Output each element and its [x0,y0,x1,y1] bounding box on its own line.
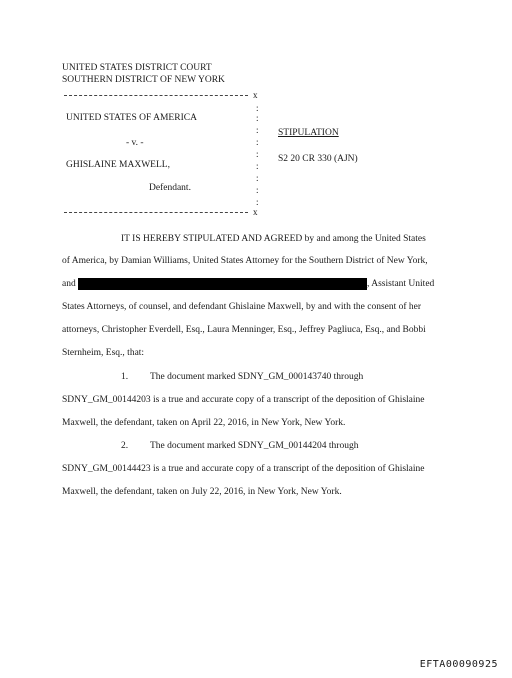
versus-label: - v. - [126,138,144,148]
caption-colon: : [256,161,259,171]
case-number: S2 20 CR 330 (AJN) [278,154,358,164]
caption-colon: : [256,137,259,147]
item-line: The document marked SDNY_GM_00144204 through [150,441,359,451]
item-line: The document marked SDNY_GM_000143740 through [150,372,364,382]
body-line: of America, by Damian Williams, United States Attorney for the Southern District of New York, [62,256,428,266]
caption-colon: : [256,197,259,207]
defendant-label: Defendant. [149,183,191,193]
body-line: States Attorneys, of counsel, and defendant Ghislaine Maxwell, by and with the consent of her [62,302,422,312]
document-title: STIPULATION [278,128,339,138]
caption-colon: : [256,125,259,135]
body-line: attorneys, Christopher Everdell, Esq., Laura Menninger, Esq., Jeffrey Pagliuca, Esq., and Bobbi [62,325,426,335]
item-line: SDNY_GM_00144203 is a true and accurate copy of a transcript of the deposition of Ghislaine [62,395,425,405]
court-name: UNITED STATES DISTRICT COURT [62,63,212,73]
caption-colon: : [256,173,259,183]
item-line: SDNY_GM_00144423 is a true and accurate copy of a transcript of the deposition of Ghislaine [62,464,425,474]
caption-colon: : [256,103,259,113]
body-line-end: , Assistant United [367,279,435,289]
caption-top-x: x [253,90,258,100]
caption-bottom-x: x [253,207,258,217]
court-district: SOUTHERN DISTRICT OF NEW YORK [62,75,225,85]
body-line-start: and [62,279,76,289]
item-number: 1. [121,372,129,382]
bates-number: EFTA00090925 [419,659,498,670]
caption-bottom-rule [64,212,248,213]
defendant-name: GHISLAINE MAXWELL, [66,160,170,170]
caption-colon: : [256,113,259,123]
plaintiff-name: UNITED STATES OF AMERICA [66,113,197,123]
item-line: Maxwell, the defendant, taken on July 22, 2016, in New York, New York. [62,487,342,497]
caption-top-rule [64,95,248,96]
caption-colon: : [256,185,259,195]
body-line: IT IS HEREBY STIPULATED AND AGREED by and among the United States [121,234,426,244]
body-line: Sternheim, Esq., that: [62,348,145,358]
caption-colon: : [256,149,259,159]
item-line: Maxwell, the defendant, taken on April 22, 2016, in New York, New York. [62,418,346,428]
item-number: 2. [121,441,129,451]
redaction-block [78,278,367,290]
